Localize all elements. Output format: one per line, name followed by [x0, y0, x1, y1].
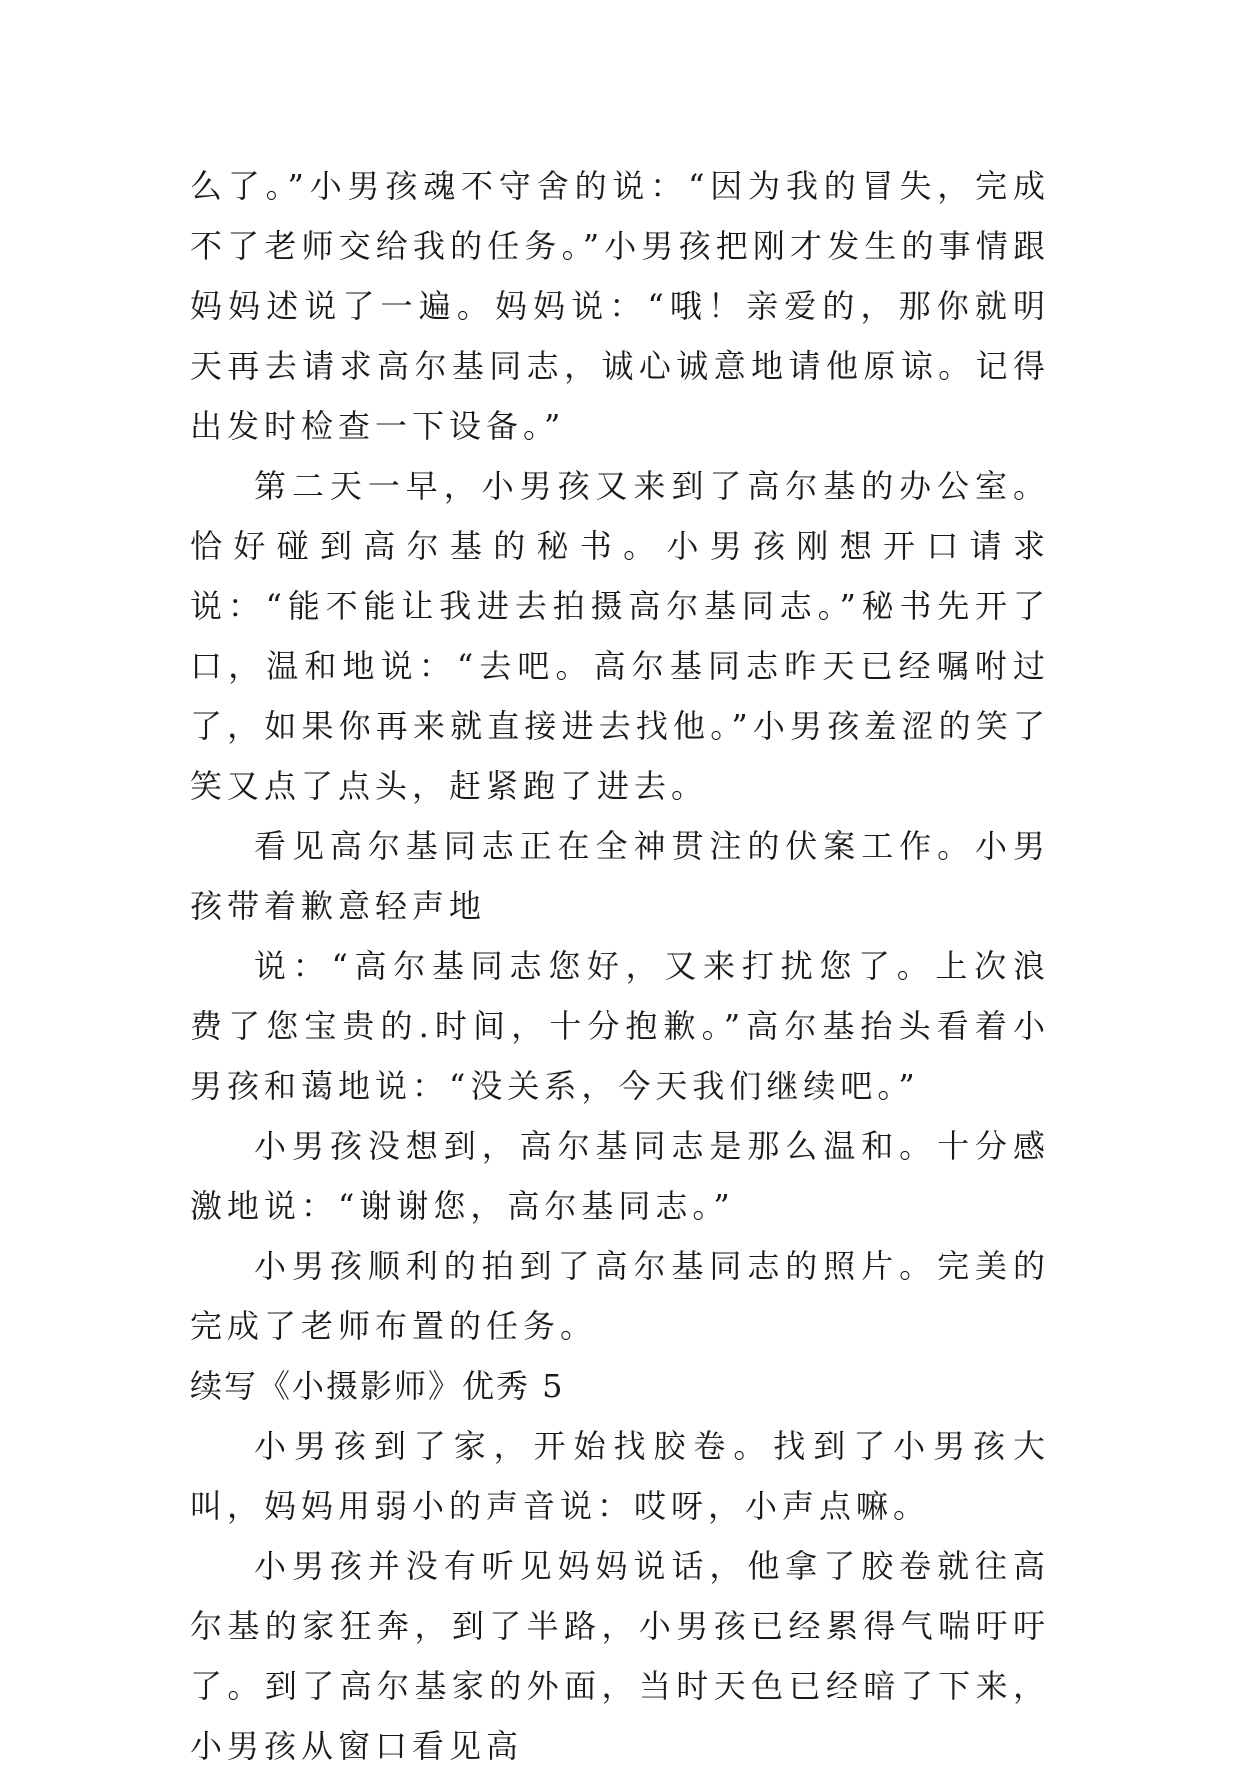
paragraph: 么了。”小男孩魂不守舍的说：“因为我的冒失，完成不了老师交给我的任务。”小男孩把刚才发生的事情跟妈妈述说了一遍。妈妈说：“哦！亲爱的，那你就明天再去请求高尔基同志，诚心诚意地请他原谅。记得出发时检查一下设备。” — [190, 167, 1050, 445]
paragraph: 看见高尔基同志正在全神贯注的伏案工作。小男孩带着歉意轻声地 — [190, 827, 1050, 925]
paragraph: 小男孩顺利的拍到了高尔基同志的照片。完美的完成了老师布置的任务。 — [190, 1247, 1050, 1345]
paragraph: 小男孩到了家，开始找胶卷。找到了小男孩大叫，妈妈用弱小的声音说：哎呀，小声点嘛。 — [190, 1427, 1050, 1525]
section-heading: 续写《小摄影师》优秀 5 — [190, 1367, 565, 1405]
paragraph: 第二天一早，小男孩又来到了高尔基的办公室。恰好碰到高尔基的秘书。小男孩刚想开口请求说：“能不能让我进去拍摄高尔基同志。”秘书先开了口，温和地说：“去吧。高尔基同志昨天已经嘱咐过了，如果你再来就直接进去找他。”小男孩羞涩的笑了笑又点了点头，赶紧跑了进去。 — [190, 467, 1050, 805]
paragraph: 小男孩并没有听见妈妈说话，他拿了胶卷就往高尔基的家狂奔，到了半路，小男孩已经累得气喘吁吁了。到了高尔基家的外面，当时天色已经暗了下来，小男孩从窗口看见高 — [190, 1547, 1050, 1765]
paragraph: 小男孩没想到，高尔基同志是那么温和。十分感激地说：“谢谢您，高尔基同志。” — [190, 1127, 1050, 1225]
paragraph: 说：“高尔基同志您好，又来打扰您了。上次浪费了您宝贵的.时间，十分抱歉。”高尔基抬头看着小男孩和蔼地说：“没关系，今天我们继续吧。” — [190, 947, 1050, 1105]
document-body — [190, 156, 1050, 1776]
